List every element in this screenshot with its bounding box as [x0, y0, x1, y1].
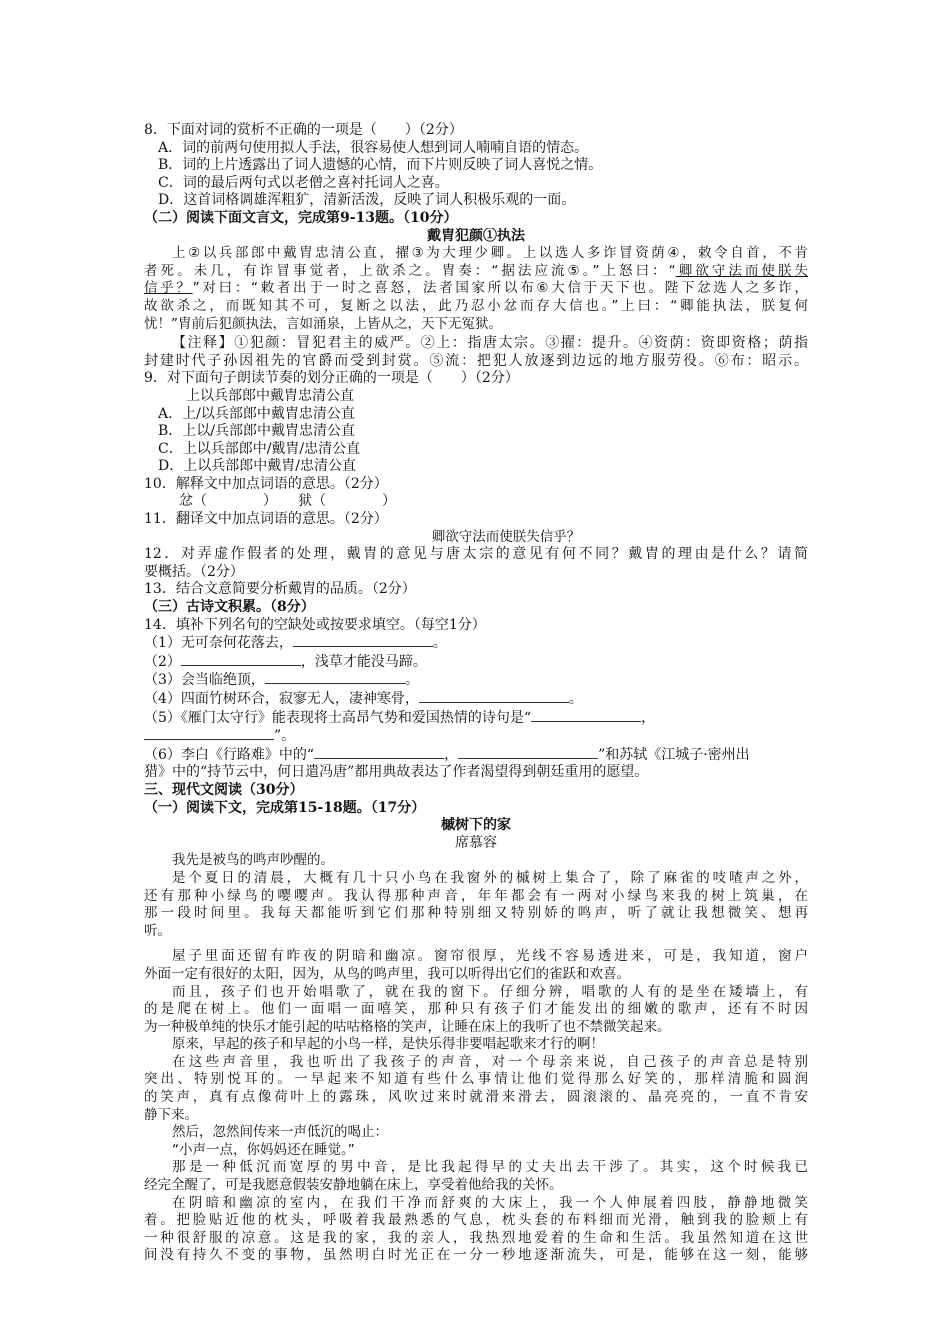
modern-para10-line4: 间没有持久不变的事物，虽然明白时光正在一分一秒地逐渐流失，可是，能够在这一刻，能够 [144, 1247, 808, 1264]
section-classical-heading: （二）阅读下面文言文，完成第9-13题。（10分） [144, 209, 458, 226]
q14-stem: 14．填补下列名句的空缺处或按要求填空。（每空1分） [144, 616, 486, 633]
q8-stem: 8．下面对词的赏析不正确的一项是（ ）（2分） [144, 122, 463, 138]
q9-option-c: C．上以兵部郎中/戴胄/忠清公直 [158, 440, 361, 457]
q14-item3-text: （3）会当临绝顶， [144, 672, 265, 689]
section-poetry-heading: （三）古诗文积累。（8分） [144, 599, 315, 616]
punctuation: ， [444, 746, 459, 763]
modern-para5: 原来，早起的孩子和早起的小鸟一样，是快乐得非要唱起歌来才行的啊！ [172, 1036, 604, 1053]
answer-blank[interactable] [181, 653, 301, 666]
q12-line2: 要概括。（2分） [144, 563, 244, 580]
classical-notes-line2: 封建时代子孙因祖先的官爵而受到封赏。⑤流：把犯人放逐到边远的地方服劳役。⑥布：昭示。 [144, 352, 808, 369]
modern-para6-line2: 突出、特别悦耳的。一早起来不知道有些什么事情让他们觉得那么好笑的，那样清脆和圆润 [144, 1071, 808, 1088]
q9-option-a: A．上/以兵部郎中戴胄忠清公直 [158, 405, 355, 422]
punctuation: ”。 [274, 728, 296, 745]
modern-para2-line2: 还有那种小绿鸟的嘤嘤声。我认得那种声音，年年都会有一两对小绿鸟来我的树上筑巢，在 [144, 887, 808, 904]
modern-para10-line1: 在阴暗和幽凉的室内，在我们干净而舒爽的大床上，我一个人伸展着四肢，静静地微笑 [172, 1194, 808, 1211]
q14-item2[interactable] [144, 653, 808, 672]
classical-para1-line2 [144, 263, 808, 281]
classical-title: 戴胄犯颜①执法 [427, 227, 525, 244]
q11-stem: 11．翻译文中加点词语的意思。（2分） [144, 511, 388, 528]
answer-blank[interactable] [419, 690, 569, 703]
q14-item3[interactable] [144, 671, 808, 690]
modern-para4-line2: 的是爬在树上。他们一面唱一面嘻笑，那种只有孩子们才能发出的细嫩的歌声，还有不时因 [144, 1001, 808, 1018]
part3-heading: 三、现代文阅读（30分） [144, 781, 304, 798]
punctuation: 。 [404, 672, 419, 689]
q9-sentence: 上以兵部郎中戴胄忠清公直 [186, 387, 354, 404]
q14-item4[interactable] [144, 690, 808, 709]
q11-sentence: 卿欲守法而使朕失信乎？ [431, 528, 581, 545]
q12-line1: 12．对弄虚作假者的处理，戴胄的意见与唐太宗的意见有何不同？戴胄的理由是什么？请简 [144, 546, 808, 563]
punctuation: 。 [432, 635, 447, 652]
classical-text: 者死。未几，有诈冒事觉者，上欲杀之。胄奏：“据法应流⑤。”上怒曰：“ [144, 262, 676, 279]
q9-option-b: B．上以/兵部郎中戴胄忠清公直 [158, 423, 356, 440]
q10-stem: 10．解释文中加点词语的意思。（2分） [144, 475, 388, 492]
modern-article [144, 852, 808, 1265]
q14-item6-text: ”和苏轼《江城子·密州出 [598, 746, 750, 763]
answer-blank[interactable] [265, 671, 405, 684]
answer-blank[interactable] [458, 746, 598, 759]
answer-blank[interactable] [531, 709, 641, 722]
modern-para4-line1: 而且，孩子们也开始唱歌了，就在我的窗下。仔细分辨，唱歌的人有的是坐在矮墙上，有 [172, 983, 808, 1000]
q9-option-d: D．上以兵部郎中戴胄/忠清公直 [158, 458, 356, 475]
q8-option-d: D．这首词格调雄浑粗犷，清新活泼，反映了词人积极乐观的一面。 [158, 192, 576, 209]
q14-item4-text: （4）四面竹树环合，寂寥无人，凄神寒骨， [144, 691, 419, 707]
q14-item5-continued[interactable] [144, 727, 808, 746]
modern-para3-line1: 屋子里面还留有昨夜的阴暗和幽凉。窗帘很厚，光线不容易透进来，可是，我知道，窗户 [172, 948, 808, 965]
modern-para3-line2: 外面一定有很好的太阳，因为，从鸟的鸣声里，我可以听得出它们的雀跃和欢喜。 [144, 965, 630, 982]
classical-notes-line1: 【注释】①犯颜：冒犯君主的威严。②上：指唐太宗。③擢：提升。④资荫：资即资格；荫指 [172, 335, 808, 352]
modern-para2-line1: 是个夏日的清晨，大概有几十只小鸟在我窗外的槭树上集合了，除了麻雀的吱喳声之外， [172, 869, 808, 886]
classical-text: ”对曰：“敕者出于一时之喜怒，法者国家所以布⑥大信于天下也。陛下忿选人之多诈， [192, 280, 808, 297]
modern-para2-line3: 那一段时间里。我每天都能听到它们那种特别细又特别娇的鸣声，听了就让我想微笑、想再 [144, 905, 808, 922]
q8-option-c: C．词的最后两句式以老僧之喜衬托词人之喜。 [158, 174, 449, 191]
modern-title: 槭树下的家 [441, 817, 511, 834]
q14-item6-prefix: （6）李白《行路难》中的“ [144, 746, 315, 763]
underlined-sentence: 卿欲守法而使朕失 [675, 262, 808, 279]
modern-para1: 我先是被鸟的鸣声吵醒的。 [172, 852, 334, 869]
q14-item1[interactable] [144, 634, 808, 653]
modern-para8: “小声一点，你妈妈还在睡觉。” [172, 1141, 355, 1158]
classical-para1-line1: 上②以兵部郎中戴胄忠清公直，擢③为大理少卿。上以选人多诈冒资荫④，敕令自首，不肯 [172, 245, 808, 262]
q13-stem: 13．结合文意简要分析戴胄的品质。（2分） [144, 581, 416, 598]
modern-author: 席慕容 [455, 834, 497, 851]
underlined-sentence: 信乎？ [144, 280, 193, 297]
q9-stem: 9．对下面句子朗读节奏的划分正确的一项是（ ）（2分） [144, 370, 519, 387]
q14-item5-text: （5）《雁门太守行》能表现将士高昂气势和爱国热情的诗句是“ [144, 709, 532, 726]
modern-para7: 然后，忽然间传来一声低沉的喝止： [172, 1124, 388, 1141]
q10-items: 忿（ ） 狱（ ） [179, 493, 396, 510]
modern-para10-line2: 着。把脸贴近他的枕头，呼吸着我最熟悉的气息，枕头套的布料细而光滑，触到我的脸颊上有 [144, 1212, 808, 1229]
q14-item2-prefix: （2） [144, 653, 181, 670]
modern-para6-line4: 静下来。 [144, 1106, 198, 1123]
exam-content [144, 122, 808, 1265]
answer-blank[interactable] [144, 727, 274, 740]
modern-para4-line3: 为一种极单纯的快乐才能引起的咕咕格格的笑声，让睡在床上的我听了也不禁微笑起来。 [144, 1018, 671, 1035]
modern-para10-line3: 一种很舒服的凉意。这是我的家，我的亲人，我热烈地爱着的生命和生活。我虽然知道在这世 [144, 1229, 808, 1246]
q14-item2-text: ，浅草才能没马蹄。 [300, 653, 427, 670]
q14-item6[interactable] [144, 746, 808, 765]
q14-item5[interactable] [144, 709, 808, 728]
answer-blank[interactable] [314, 746, 444, 759]
classical-para1-line5: 忧！”胄前后犯颜执法，言如涌泉，上皆从之，天下无冤狱。 [144, 315, 502, 332]
classical-para1-line3 [144, 280, 808, 298]
modern-para9-line1: 那是一种低沉而宽厚的男中音，是比我起得早的丈夫出去干涉了。其实，这个时候我已 [172, 1159, 808, 1176]
answer-blank[interactable] [293, 634, 433, 647]
q8-option-a: A．词的前两句使用拟人手法，很容易使人想到词人喃喃自语的情态。 [158, 139, 589, 156]
modern-para9-line2: 经完全醒了，可是我愿意假装安静地躺在床上，享受着他给我的关怀。 [144, 1177, 563, 1194]
modern-para6-line1: 在这些声音里，我也听出了我孩子的声音，对一个母亲来说，自己孩子的声音总是特别 [172, 1053, 808, 1070]
q8-option-b: B．词的上片透露出了词人遗憾的心情，而下片则反映了词人喜悦之情。 [158, 157, 603, 174]
punctuation: ， [641, 709, 656, 726]
subsection-modern-heading: （一）阅读下文，完成第15-18题。（17分） [144, 799, 426, 816]
q14-item1-text: （1）无可奈何花落去， [144, 635, 293, 652]
q14-item6-line2: 猎》中的“持节云中，何日遣冯唐”都用典故表达了作者渴望得到朝廷重用的愿望。 [144, 764, 649, 781]
modern-para6-line3: 的笑声，真有点像荷叶上的露珠，风吹过来时就滑来滑去，圆滚滚的、晶亮亮的，一直不肯安 [144, 1089, 808, 1106]
modern-para2-line4: 听。 [144, 922, 171, 939]
classical-para1-line4: 故欲杀之，而既知其不可，复断之以法，此乃忍小忿而存大信也。”上曰：“卿能执法，朕复何 [144, 297, 808, 314]
punctuation: 。 [568, 691, 583, 707]
